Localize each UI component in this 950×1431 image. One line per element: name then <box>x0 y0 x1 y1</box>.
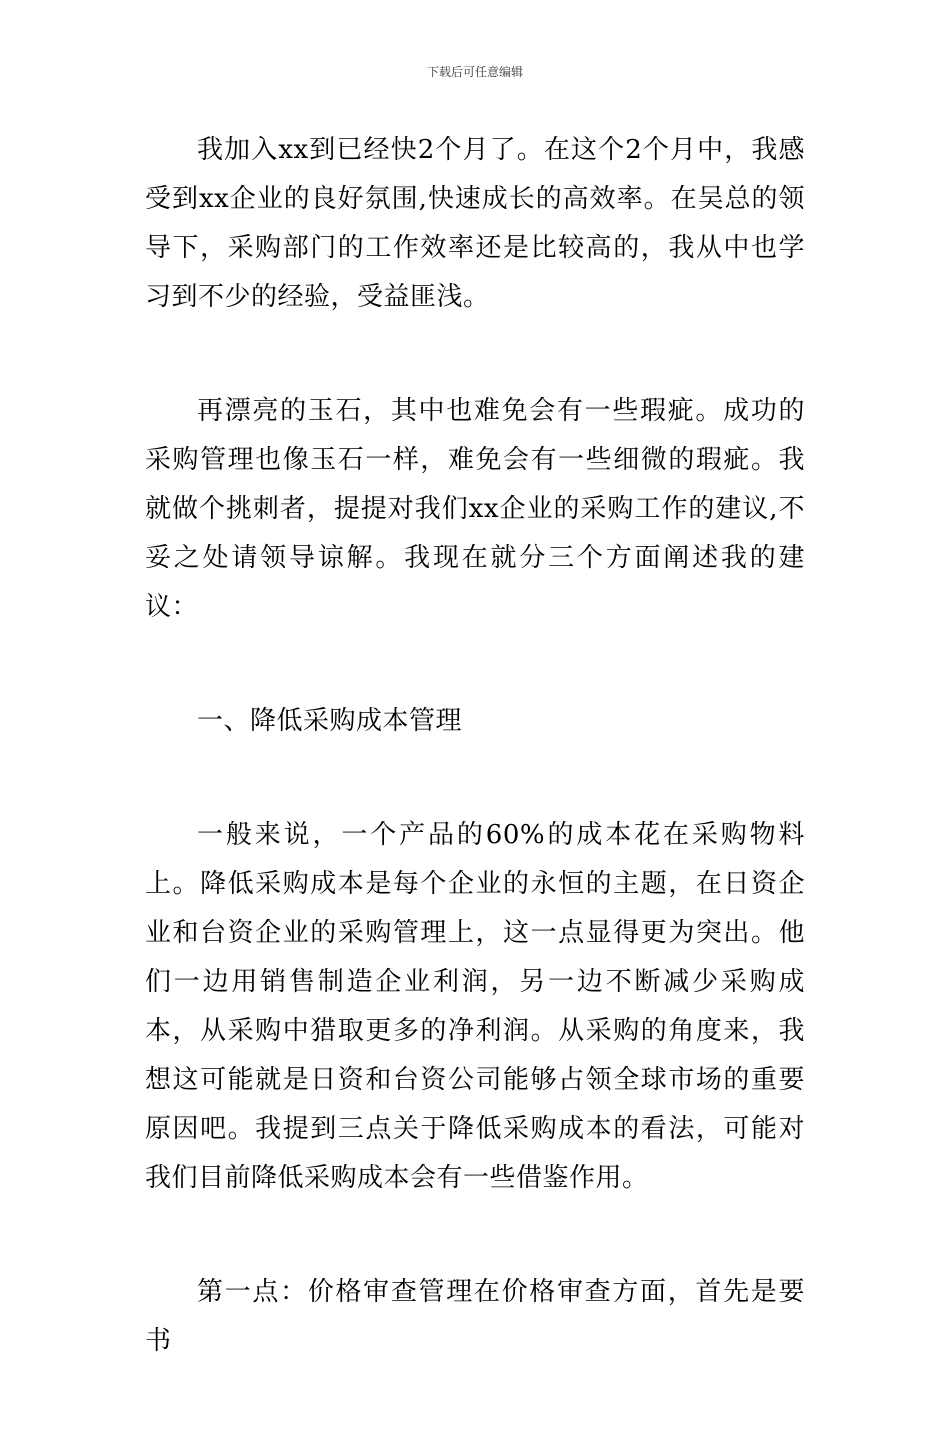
document-body <box>145 126 805 1431</box>
paragraph-suggestions: 再漂亮的玉石，其中也难免会有一些瑕疵。成功的采购管理也像玉石一样，难免会有一些细微的瑕疵。我就做个挑刺者，提提对我们xx企业的采购工作的建议,不妥之处请领导谅解。我现在就分三个方面阐述我的建议： <box>145 396 805 622</box>
section-heading-cost-management: 一、降低采购成本管理 <box>197 706 463 736</box>
paragraph-point-one: 第一点：价格审查管理在价格审查方面，首先是要书 <box>145 1277 805 1356</box>
page-header-note: 下载后可任意编辑 <box>426 65 523 79</box>
paragraph-cost-reduction: 一般来说，一个产品的60%的成本花在采购物料上。降低采购成本是每个企业的永恒的主题，在日资企业和台资企业的采购管理上，这一点显得更为突出。他们一边用销售制造企业利润，另一边不断减少采购成本，从采购中猎取更多的净利润。从采购的角度来，我想这可能就是日资和台资公司能够占领全球市场的重要原因吧。我提到三点关于降低采购成本的看法，可能对我们目前降低采购成本会有一些借鉴作用。 <box>145 820 805 1193</box>
paragraph-intro: 我加入xx到已经快2个月了。在这个2个月中，我感受到xx企业的良好氛围,快速成长的高效率。在吴总的领导下，采购部门的工作效率还是比较高的，我从中也学习到不少的经验，受益匪浅。 <box>145 135 805 312</box>
